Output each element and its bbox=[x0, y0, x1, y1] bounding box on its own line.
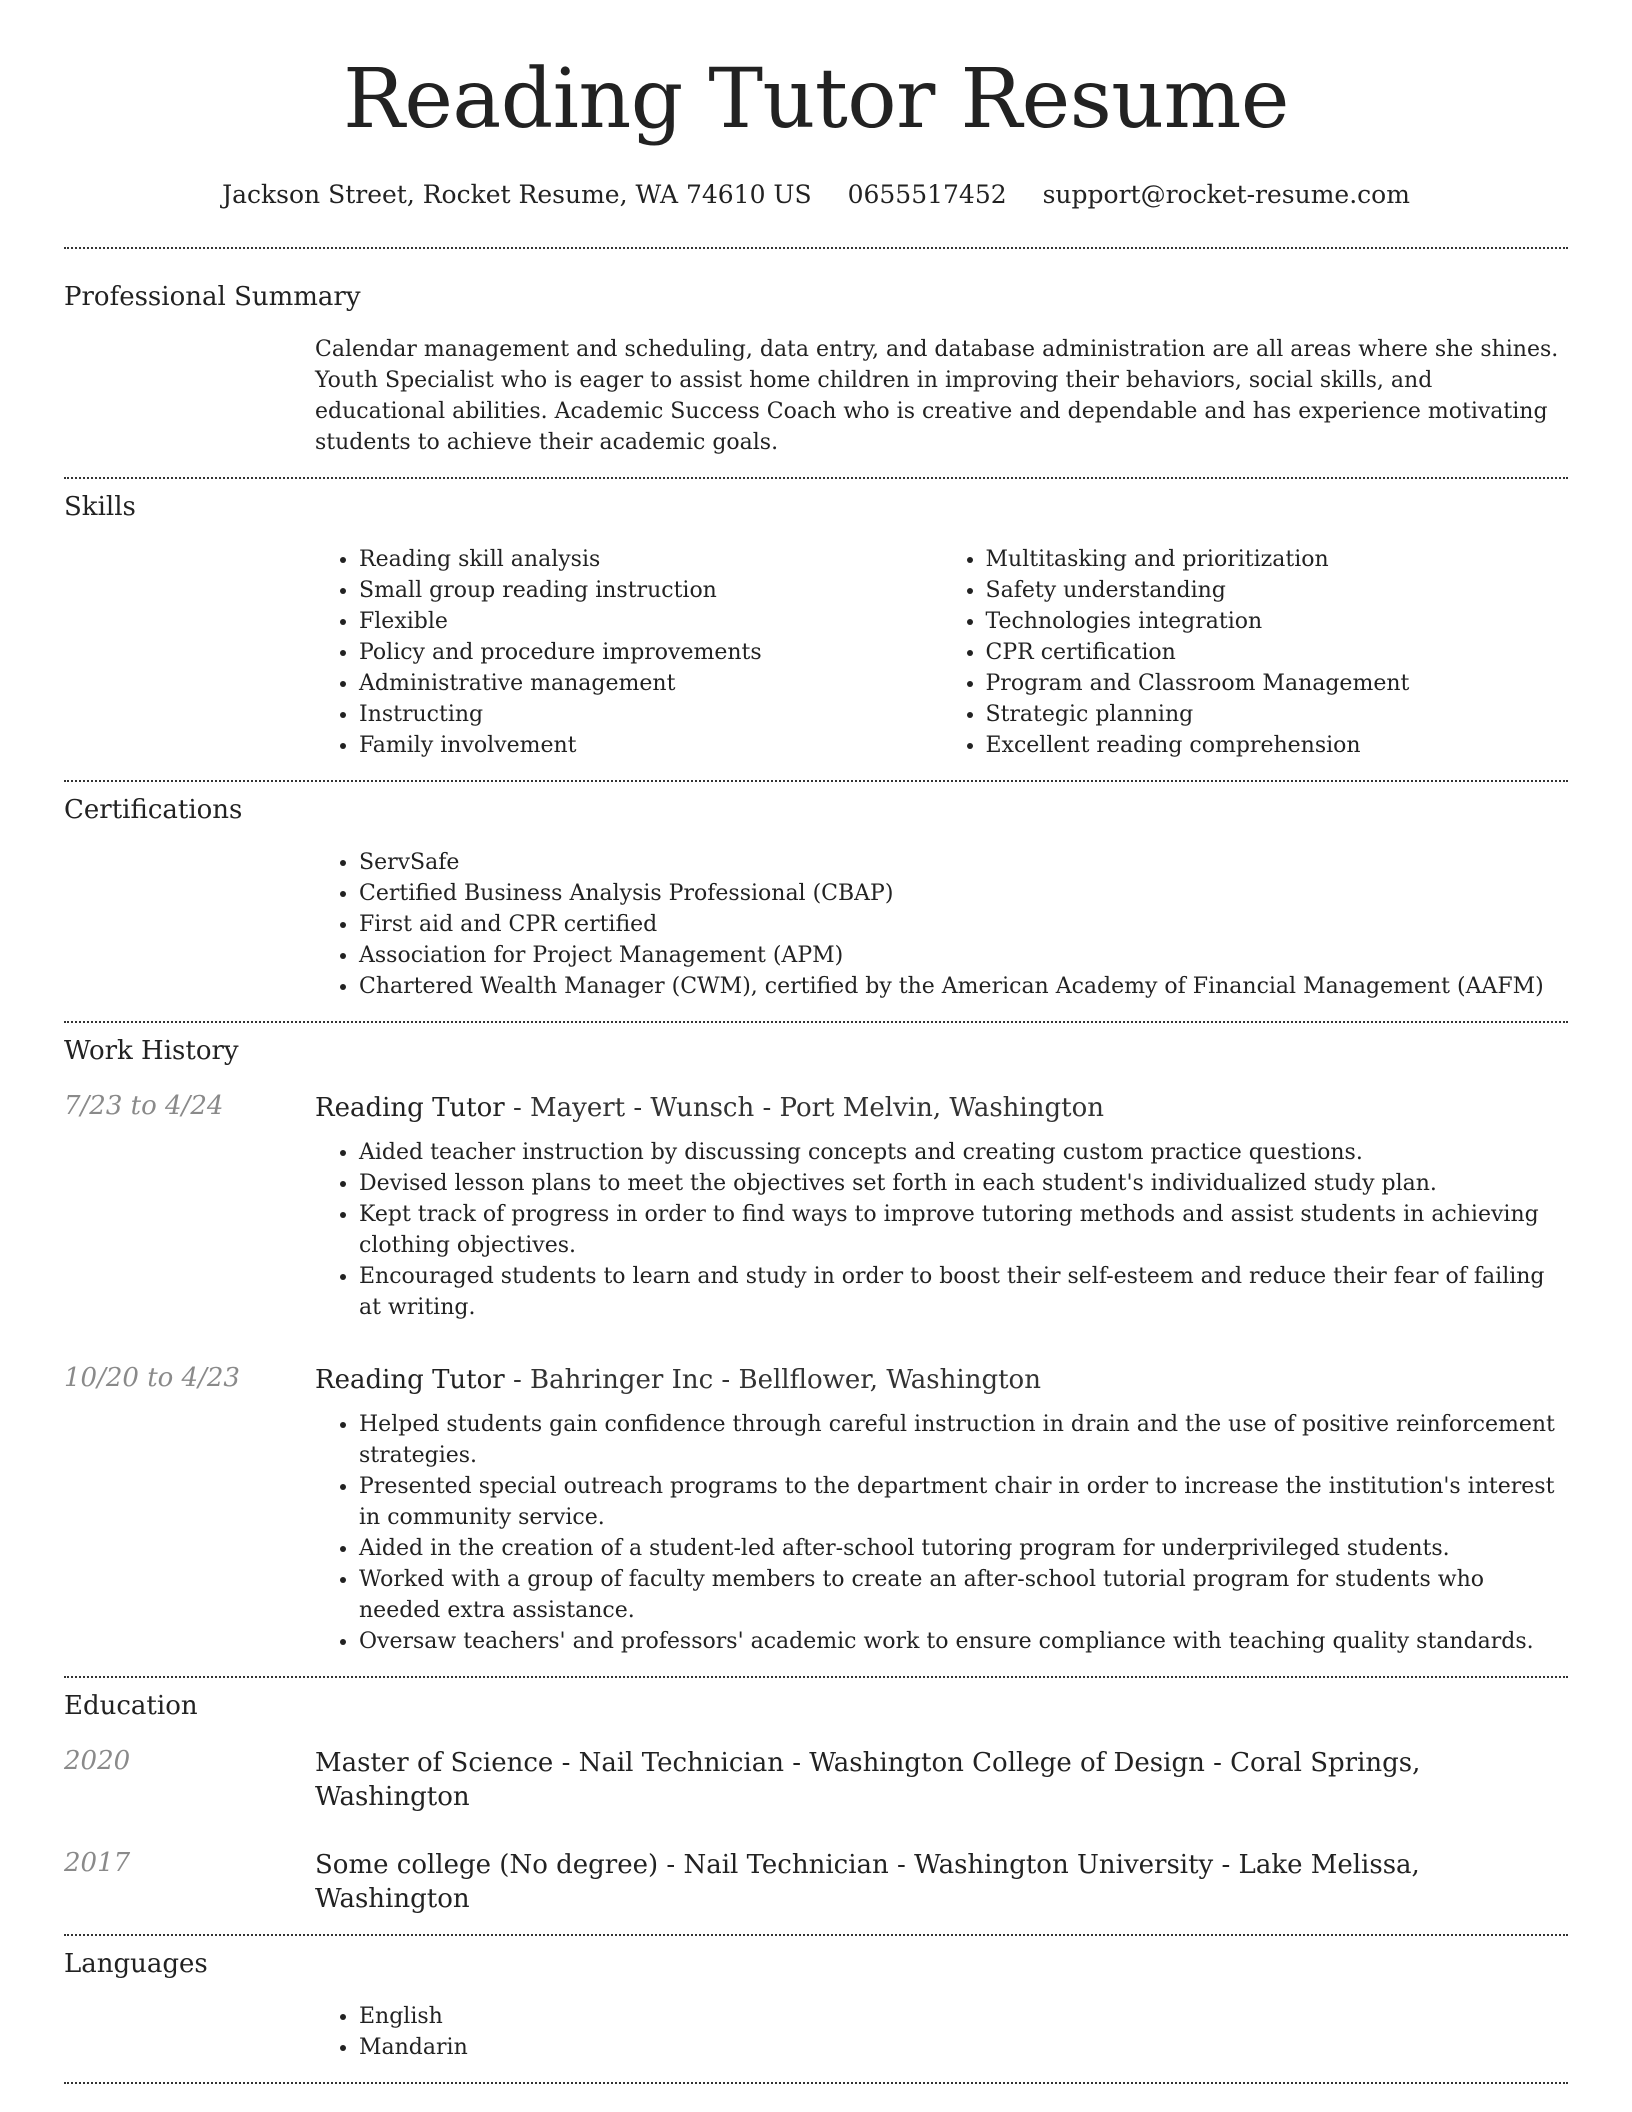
list-item: • English bbox=[359, 2001, 1568, 2032]
contact-address: Jackson Street, Rocket Resume, WA 74610 US bbox=[222, 180, 812, 209]
list-item: • Family involvement bbox=[359, 730, 942, 761]
list-item: • Safety understanding bbox=[986, 575, 1569, 606]
job-bullets bbox=[315, 1137, 1568, 1323]
job-content bbox=[315, 1137, 1568, 1323]
job-bullets bbox=[315, 1409, 1568, 1657]
contact-phone: 0655517452 bbox=[847, 180, 1007, 209]
certifications-content bbox=[315, 847, 1568, 1002]
job-role: Reading Tutor bbox=[315, 1365, 505, 1395]
list-item: • Kept track of progress in order to find ways to improve tutoring methods and assist students in achieving clothing objectives. bbox=[359, 1199, 1568, 1261]
list-item: • Presented special outreach programs to the department chair in order to increase the institution's interest in community service. bbox=[359, 1471, 1568, 1533]
certifications-section bbox=[64, 782, 1568, 1021]
work-history-section bbox=[64, 1023, 1568, 1676]
education-line: Some college (No degree) - Nail Technician - Washington University - Lake Melissa, Washington bbox=[315, 1850, 1420, 1914]
list-item: • Association for Project Management (APM) bbox=[359, 940, 1568, 971]
list-item: • CPR certification bbox=[986, 637, 1569, 668]
list-item: • Aided teacher instruction by discussing concepts and creating custom practice questions. bbox=[359, 1137, 1568, 1168]
education-heading: Education bbox=[64, 1691, 198, 1721]
list-item: • Small group reading instruction bbox=[359, 575, 942, 606]
skills-list-right bbox=[942, 544, 1569, 761]
work-history-heading: Work History bbox=[64, 1036, 239, 1066]
job-role: Reading Tutor bbox=[315, 1093, 505, 1123]
list-item: • Excellent reading comprehension bbox=[986, 730, 1569, 761]
list-item: • Helped students gain confidence through careful instruction in drain and the use of positive reinforcement strategies. bbox=[359, 1409, 1568, 1471]
job-details: - Mayert - Wunsch - Port Melvin, Washington bbox=[504, 1093, 1104, 1123]
summary-heading: Professional Summary bbox=[64, 282, 361, 312]
certifications-heading: Certifications bbox=[64, 795, 243, 825]
list-item: • Multitasking and prioritization bbox=[986, 544, 1569, 575]
skills-heading: Skills bbox=[64, 492, 136, 522]
list-item: • Policy and procedure improvements bbox=[359, 637, 942, 668]
list-item: • Reading skill analysis bbox=[359, 544, 942, 575]
list-item: • Technologies integration bbox=[986, 606, 1569, 637]
job-dates: 7/23 to 4/24 bbox=[64, 1091, 224, 1121]
divider bbox=[64, 2082, 1568, 2084]
education-section bbox=[64, 1678, 1568, 1934]
resume-title: Reading Tutor Resume bbox=[343, 52, 1289, 147]
list-item: • Oversaw teachers' and professors' academic work to ensure compliance with teaching quality standards. bbox=[359, 1626, 1568, 1657]
summary-text: Calendar management and scheduling, data entry, and database administration are all areas where she shines. Youth Specialist who is eager to assist home children in improving their behaviors, social skills, and educational abilities. Academic Success Coach who is creative and dependable and has experience motivating students to achieve their academic goals. bbox=[315, 337, 1559, 455]
languages-section bbox=[64, 1936, 1568, 2082]
summary-section bbox=[64, 249, 1568, 477]
list-item: • Strategic planning bbox=[986, 699, 1569, 730]
skills-section bbox=[64, 479, 1568, 780]
education-line: Master of Science - Nail Technician - Washington College of Design - Coral Springs, Washington bbox=[315, 1748, 1421, 1812]
certifications-list bbox=[315, 847, 1568, 1002]
list-item: • Program and Classroom Management bbox=[986, 668, 1569, 699]
list-item: • Chartered Wealth Manager (CWM), certified by the American Academy of Financial Management (AAFM) bbox=[359, 971, 1568, 1002]
contact-email: support@rocket-resume.com bbox=[1042, 180, 1410, 209]
education-year: 2017 bbox=[64, 1848, 131, 1878]
languages-heading: Languages bbox=[64, 1949, 208, 1979]
languages-content bbox=[315, 2001, 1568, 2063]
list-item: • First aid and CPR certified bbox=[359, 909, 1568, 940]
contact-line bbox=[64, 176, 1568, 214]
resume-page bbox=[64, 0, 1568, 2084]
list-item: • Flexible bbox=[359, 606, 942, 637]
job-details: - Bahringer Inc - Bellflower, Washington bbox=[504, 1365, 1041, 1395]
job-content bbox=[315, 1409, 1568, 1657]
education-entry bbox=[64, 1848, 1568, 1916]
job-title bbox=[315, 1363, 1568, 1397]
job-title bbox=[315, 1091, 1568, 1125]
languages-list bbox=[315, 2001, 1568, 2063]
list-item: • Devised lesson plans to meet the objectives set forth in each student's individualized study plan. bbox=[359, 1168, 1568, 1199]
list-item: • Worked with a group of faculty members to create an after-school tutorial program for students who needed extra assistance. bbox=[359, 1564, 1568, 1626]
list-item: • Instructing bbox=[359, 699, 942, 730]
job-entry bbox=[64, 1363, 1568, 1657]
list-item: • Mandarin bbox=[359, 2032, 1568, 2063]
skills-list-left bbox=[315, 544, 942, 761]
job-entry bbox=[64, 1091, 1568, 1323]
list-item: • Certified Business Analysis Professional (CBAP) bbox=[359, 878, 1568, 909]
list-item: • ServSafe bbox=[359, 847, 1568, 878]
skills-columns bbox=[315, 544, 1568, 761]
education-year: 2020 bbox=[64, 1746, 131, 1776]
list-item: • Aided in the creation of a student-led after-school tutoring program for underprivileged students. bbox=[359, 1533, 1568, 1564]
education-entry bbox=[64, 1746, 1568, 1814]
job-dates: 10/20 to 4/23 bbox=[64, 1363, 240, 1393]
list-item: • Encouraged students to learn and study in order to boost their self-esteem and reduce their fear of failing at writing. bbox=[359, 1261, 1568, 1323]
list-item: • Administrative management bbox=[359, 668, 942, 699]
